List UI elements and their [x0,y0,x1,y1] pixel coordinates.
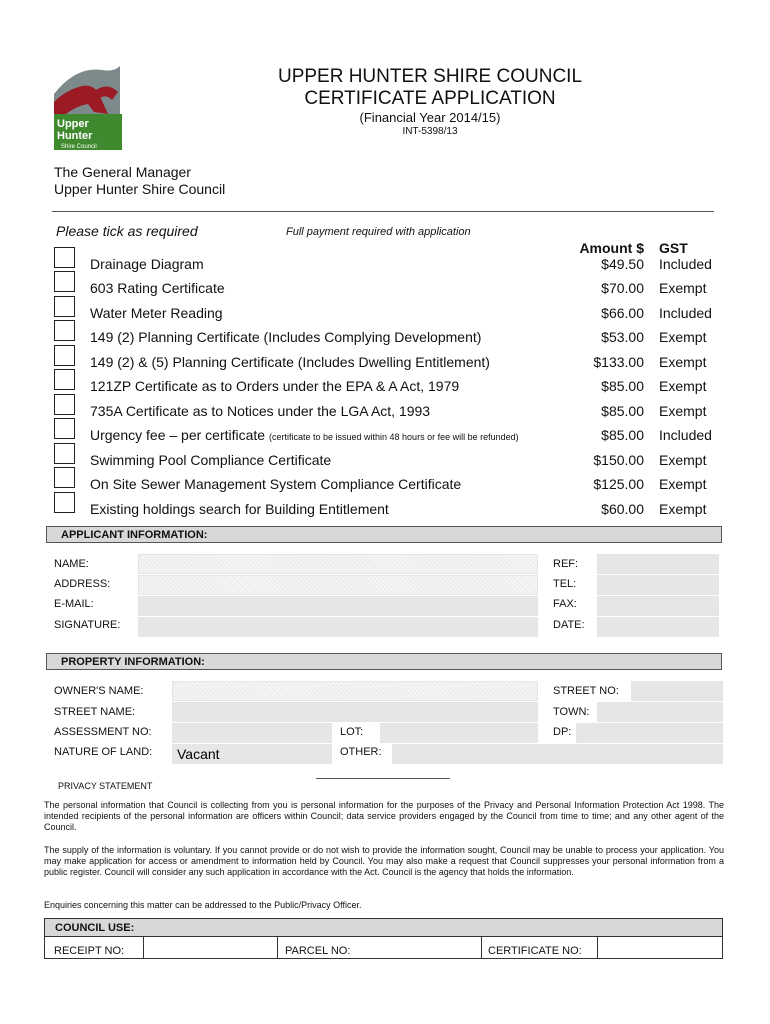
addressee-line-1: The General Manager [54,164,191,180]
tel-label: TEL: [553,578,577,590]
payment-instruction: Full payment required with application [286,226,471,238]
council-use-heading: COUNCIL USE: [44,918,723,937]
street-name-label: STREET NAME: [54,706,136,718]
name-field[interactable] [138,554,538,574]
signature-label: SIGNATURE: [54,619,121,631]
fee-checkbox[interactable] [54,394,75,415]
fee-row [0,403,770,427]
date-field[interactable] [597,617,719,637]
receipt-no-label: RECEIPT NO: [54,945,125,957]
fax-label: FAX: [553,598,577,610]
council-title: UPPER HUNTER SHIRE COUNCIL [277,66,583,87]
fee-note: (certificate to be issued within 48 hours or fee will be refunded) [268,432,519,442]
nature-of-land-label: NATURE OF LAND: [54,746,153,758]
fee-label: Existing holdings search for Building Entitlement [90,501,389,517]
certificate-no-label: CERTIFICATE NO: [488,945,582,957]
date-label: DATE: [553,619,585,631]
fee-row [0,256,770,280]
divider [316,778,450,779]
fee-amount: $49.50 [601,256,644,272]
privacy-paragraph-3: Enquiries concerning this matter can be addressed to the Public/Privacy Officer. [44,900,362,910]
assessment-no-label: ASSESSMENT NO: [54,726,152,738]
fee-label: 149 (2) & (5) Planning Certificate (Includes Dwelling Entitlement) [90,354,490,370]
financial-year: (Financial Year 2014/15) [359,110,501,125]
fee-label: Water Meter Reading [90,305,223,321]
email-label: E-MAIL: [54,598,94,610]
fee-row [0,452,770,476]
fee-checkbox[interactable] [54,345,75,366]
fee-label: Swimming Pool Compliance Certificate [90,452,332,468]
fee-amount: $85.00 [601,378,644,394]
email-field[interactable] [138,596,538,616]
addressee-line-2: Upper Hunter Shire Council [54,181,226,197]
fee-checkbox[interactable] [54,271,75,292]
town-field[interactable] [597,702,723,722]
fee-row [0,476,770,500]
fee-checkbox[interactable] [54,492,75,513]
fee-gst: Exempt [659,329,707,345]
town-label: TOWN: [553,706,590,718]
fee-amount: $60.00 [601,501,644,517]
street-name-field[interactable] [172,702,538,722]
fee-checkbox[interactable] [54,296,75,317]
assessment-no-field[interactable] [172,723,332,743]
tel-field[interactable] [597,575,719,595]
nature-of-land-field[interactable] [172,744,332,764]
fee-label: 735A Certificate as to Notices under the LGA Act, 1993 [90,403,431,419]
fee-amount: $125.00 [593,476,644,492]
fee-amount: $70.00 [601,280,644,296]
fee-checkbox[interactable] [54,247,75,268]
fee-label: 121ZP Certificate as to Orders under the EPA & A Act, 1979 [90,378,460,394]
fee-amount: $53.00 [601,329,644,345]
parcel-no-label: PARCEL NO: [285,945,351,957]
amount-header: Amount $ [579,240,644,256]
fee-amount: $85.00 [601,403,644,419]
fee-row [0,501,770,525]
form-title: CERTIFICATE APPLICATION [304,88,556,109]
fee-gst: Exempt [659,378,707,394]
fee-label: Drainage Diagram [90,256,204,272]
fee-checkbox[interactable] [54,369,75,390]
fee-checkbox[interactable] [54,467,75,488]
fee-label: 149 (2) Planning Certificate (Includes Complying Development) [90,329,482,345]
signature-field[interactable] [138,617,538,637]
applicant-section-heading: APPLICANT INFORMATION: [46,526,722,543]
fee-row [0,354,770,378]
fee-row [0,280,770,304]
address-field[interactable] [138,575,538,595]
tick-instruction: Please tick as required [56,223,198,239]
fee-gst: Included [659,256,712,272]
dp-label: DP: [553,726,572,738]
fee-gst: Exempt [659,280,707,296]
fee-label: 603 Rating Certificate [90,280,225,296]
fee-row [0,378,770,402]
logo-text-shire: Shire Council [61,144,97,150]
fee-amount: $150.00 [593,452,644,468]
fee-checkbox[interactable] [54,320,75,341]
fee-row [0,329,770,353]
dp-field[interactable] [576,723,723,743]
fee-amount: $133.00 [593,354,644,370]
ref-field[interactable] [597,554,719,574]
fee-row [0,305,770,329]
fee-gst: Exempt [659,354,707,370]
street-no-label: STREET NO: [553,685,619,697]
lot-field[interactable] [380,723,538,743]
fee-gst: Exempt [659,476,707,492]
name-label: NAME: [54,558,89,570]
fee-label: Urgency fee – per certificate (certificate to be issued within 48 hours or fee will be refunded) [90,427,519,443]
fee-gst: Included [659,305,712,321]
fax-field[interactable] [597,596,719,616]
owner-name-field[interactable] [172,681,538,701]
property-section-heading: PROPERTY INFORMATION: [46,653,722,670]
logo-text-hunter: Hunter [57,130,93,142]
fee-gst: Exempt [659,501,707,517]
address-label: ADDRESS: [54,578,111,590]
fee-checkbox[interactable] [54,418,75,439]
divider [481,937,482,959]
fee-amount: $66.00 [601,305,644,321]
fee-checkbox[interactable] [54,443,75,464]
other-label: OTHER: [340,746,382,758]
fee-gst: Exempt [659,452,707,468]
fee-row [0,427,770,451]
council-logo [52,62,124,150]
divider [597,937,598,959]
lot-label: LOT: [340,726,364,738]
owner-name-label: OWNER'S NAME: [54,685,144,697]
ref-label: REF: [553,558,579,570]
logo-text-upper: Upper [57,118,89,130]
street-no-field[interactable] [631,681,723,701]
privacy-paragraph-1: The personal information that Council is collecting from you is personal information for the purposes of the Privacy and Personal Information Protection Act 1998. The intended recipients of the personal information are officers within Council; data service providers engaged by the Council from time to time; and any other agent of the Council. [44,800,724,832]
divider [52,211,714,212]
gst-header: GST [659,240,688,256]
fee-gst: Exempt [659,403,707,419]
fee-amount: $85.00 [601,427,644,443]
other-field[interactable] [392,744,723,764]
divider [143,937,144,959]
fee-gst: Included [659,427,712,443]
fee-label: On Site Sewer Management System Compliance Certificate [90,476,462,492]
form-ref-code: INT-5398/13 [402,126,458,137]
privacy-title: PRIVACY STATEMENT [58,781,153,791]
privacy-paragraph-2: The supply of the information is voluntary. If you cannot provide or do not wish to provide the information sought, Council may be unable to process your application. You may make application for access or amendment to information held by Council. You may also make a request that Council suppresses your personal information from a public register. Council will consider any such application in accordance with the Act. Council is the agency that holds the information. [44,845,724,877]
divider [277,937,278,959]
